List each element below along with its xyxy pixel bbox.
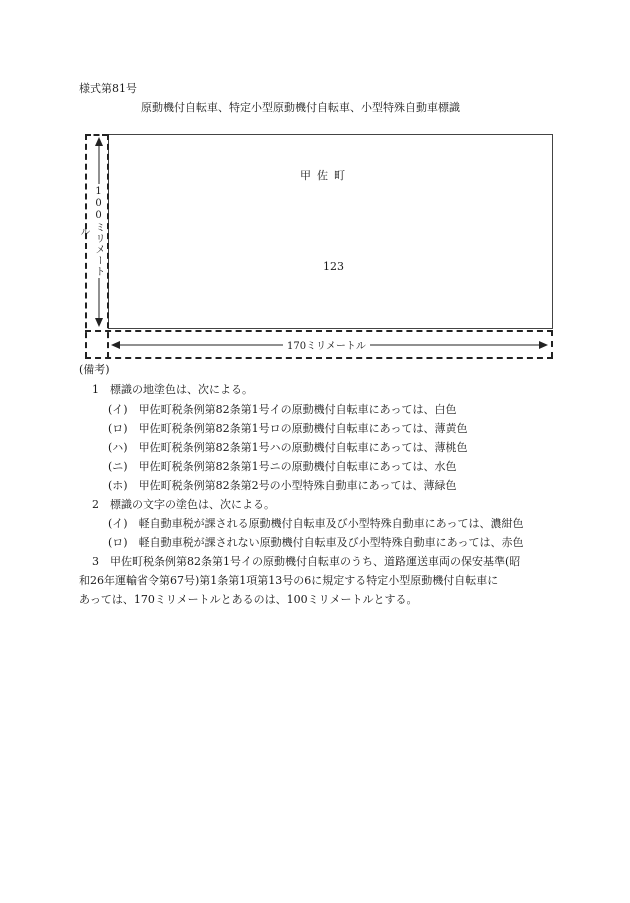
plate-town-name: 甲佐町	[300, 169, 351, 182]
note-3-line-3: あっては、170ミリメートルとあるのは、100ミリメートルとする。	[79, 593, 418, 606]
arrow-down-icon	[95, 318, 103, 327]
form-number: 様式第81号	[79, 82, 137, 95]
arrow-right-icon	[539, 341, 548, 349]
note-1-sub-i: (イ) 甲佐町税条例第82条第1号イの原動機付自転車にあっては、白色	[108, 403, 457, 416]
note-1-sub-ni: (ニ) 甲佐町税条例第82条第1号ニの原動機付自転車にあっては、水色	[108, 460, 457, 473]
note-3-line-1: 3 甲佐町税条例第82条第1号イの原動機付自転車のうち、道路運送車両の保安基準(昭	[92, 555, 521, 568]
arrow-left-icon	[111, 341, 120, 349]
note-1-sub-ha: (ハ) 甲佐町税条例第82条第1号ハの原動機付自転車にあっては、薄桃色	[108, 441, 468, 454]
note-2-sub-ro: (ロ) 軽自動車税が課されない原動機付自転車及び小型特殊自動車にあっては、赤色	[108, 536, 524, 549]
page-title: 原動機付自転車、特定小型原動機付自転車、小型特殊自動車標識	[141, 101, 460, 114]
note-1: 1 標識の地塗色は、次による。	[92, 383, 253, 396]
plate-number: 123	[323, 260, 344, 273]
note-1-sub-ho: (ホ) 甲佐町税条例第82条第2号の小型特殊自動車にあっては、薄緑色	[108, 479, 457, 492]
arrow-up-icon	[95, 137, 103, 146]
note-2: 2 標識の文字の塗色は、次による。	[92, 498, 275, 511]
note-3-line-2: 和26年運輸省令第67号)第1条第1項第13号の6に規定する特定小型原動機付自転車に	[79, 574, 499, 587]
notes-heading: (備考)	[79, 363, 110, 376]
height-dimension-label: 100ミリメートル	[78, 185, 104, 277]
width-dimension-label: 170ミリメートル	[283, 337, 370, 352]
note-2-sub-i: (イ) 軽自動車税が課される原動機付自転車及び小型特殊自動車にあっては、濃紺色	[108, 517, 524, 530]
note-1-sub-ro: (ロ) 甲佐町税条例第82条第1号ロの原動機付自転車にあっては、薄黄色	[108, 422, 468, 435]
